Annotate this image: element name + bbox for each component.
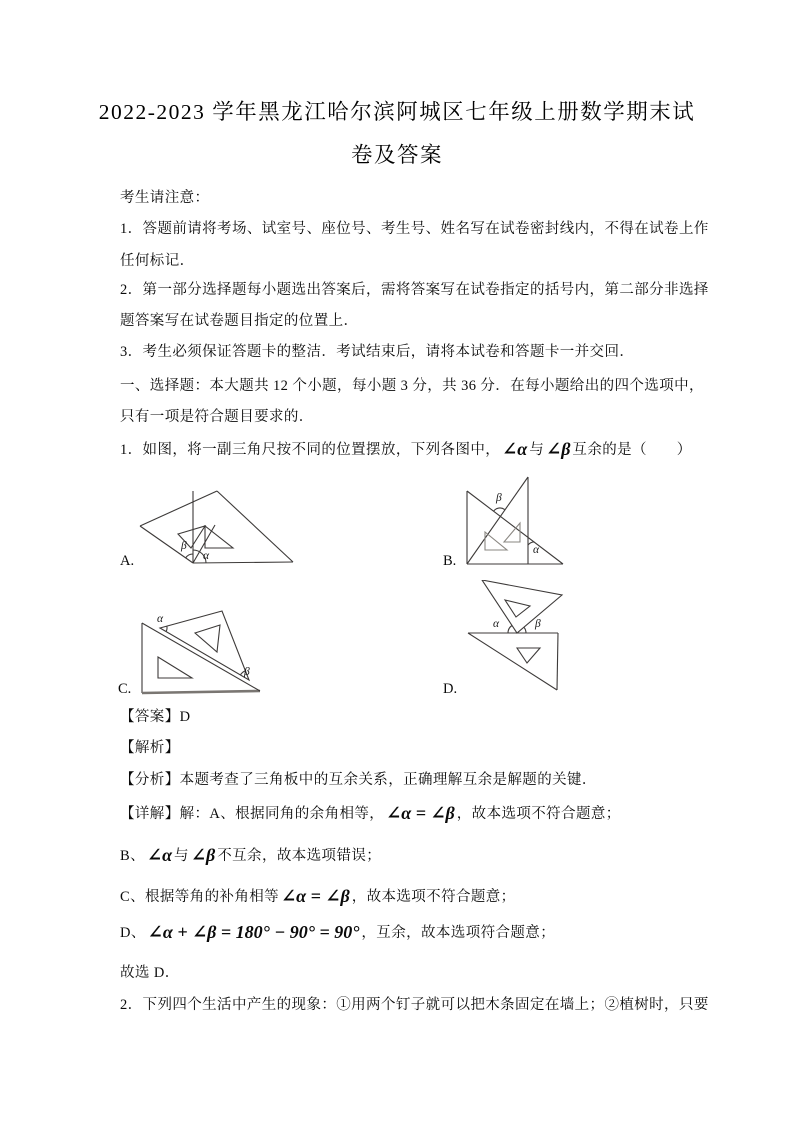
angle-alpha-label-d: α (493, 618, 500, 630)
figure-option-d (440, 580, 570, 693)
angle-beta-label-b: β (496, 492, 502, 504)
angle-alpha-label-a: α (203, 550, 210, 562)
detail-b-conjunction: 与 (174, 848, 189, 864)
figure-option-a (130, 478, 310, 573)
detail-d-text: D、 (120, 925, 146, 941)
math-alpha-equals-beta-a: ∠α = ∠β (386, 803, 455, 823)
question-2-stem: 2．下列四个生活中产生的现象：①用两个钉子就可以把木条固定在墙上；②植树时，只要 (120, 997, 709, 1013)
page-title-line-1: 2022-2023 学年黑龙江哈尔滨阿城区七年级上册数学期末试 (98, 100, 696, 124)
angle-beta-label-d: β (535, 618, 541, 630)
detail-c-text: C、根据等角的补角相等 (120, 889, 280, 905)
answer-value: D (179, 709, 191, 725)
notice-item-2-line-1: 2．第一部分选择题每小题选出答案后，需将答案写在试卷指定的括号内，第二部分非选择 (120, 282, 709, 298)
angle-alpha-label-b: α (533, 544, 540, 556)
analysis-summary: 【分析】本题考查了三角板中的互余关系，正确理解互余是解题的关键． (120, 772, 597, 788)
detail-option-d (120, 922, 555, 943)
notice-item-2-line-2: 题答案写在试卷题目指定的位置上． (120, 313, 359, 329)
section-heading-line-1: 一、选择题：本大题共 12 个小题，每小题 3 分，共 36 分．在每小题给出的四个选项中， (120, 378, 704, 394)
notice-item-1-line-2: 任何标记． (120, 253, 195, 269)
detail-option-b (120, 845, 381, 866)
question-1-text-suffix: 互余的是（ ） (572, 442, 692, 458)
angle-beta-label-a: β (181, 540, 187, 552)
option-a-label: A. (120, 553, 135, 569)
option-c-label: C. (118, 681, 132, 697)
section-heading-line-2: 只有一项是符合题目要求的． (120, 409, 314, 425)
notice-item-1-line-1: 1．答题前请将考场、试室号、座位号、考生号、姓名写在试卷密封线内，不得在试卷上作 (120, 221, 709, 237)
figure-option-b (440, 470, 575, 570)
detail-option-a (120, 803, 621, 824)
page-title-line-2: 卷及答案 (350, 143, 443, 167)
option-b-label: B. (443, 553, 457, 569)
math-sum-equation-d: ∠α + ∠β = 180° − 90° = 90° (147, 922, 360, 942)
question-1-stem (120, 439, 692, 460)
math-angle-alpha-b: ∠α (146, 845, 173, 865)
conclusion-line: 故选 D． (120, 965, 180, 981)
detail-a-post: ，故本选项不符合题意； (456, 806, 621, 822)
detail-option-c (120, 886, 516, 907)
math-angle-beta-b: ∠β (190, 845, 216, 865)
question-1-text-prefix: 1．如图，将一副三角尺按不同的位置摆放，下列各图中， (120, 442, 501, 458)
detail-d-post: ，互余，故本选项符合题意； (361, 925, 556, 941)
angle-alpha-label-c: α (157, 613, 164, 625)
angle-beta-label-c: β (244, 666, 250, 678)
detail-b-text: B、 (120, 848, 145, 864)
triangle-rulers-d (468, 580, 562, 690)
detail-a-text: 【详解】解：A、根据同角的余角相等， (120, 806, 385, 822)
triangle-rulers-b (467, 477, 563, 564)
notice-heading: 考生请注意： (120, 190, 210, 206)
answer-tag: 【答案】 (120, 709, 180, 725)
analysis-tag: 【解析】 (120, 740, 180, 756)
notice-item-3: 3．考生必须保证答题卡的整洁．考试结束后，请将本试卷和答题卡一并交回． (120, 344, 635, 360)
figure-option-c (110, 600, 265, 696)
option-d-label: D. (443, 681, 458, 697)
math-angle-beta: ∠β (546, 439, 571, 459)
triangle-rulers-a (140, 491, 293, 563)
answer-line (120, 707, 190, 727)
question-1-conjunction: 与 (529, 442, 545, 458)
math-angle-alpha: ∠α (502, 439, 528, 459)
detail-c-post: ，故本选项不符合题意； (351, 889, 516, 905)
math-alpha-equals-beta-c: ∠α = ∠β (281, 886, 350, 906)
detail-b-post: 不互余，故本选项错误； (217, 848, 382, 864)
